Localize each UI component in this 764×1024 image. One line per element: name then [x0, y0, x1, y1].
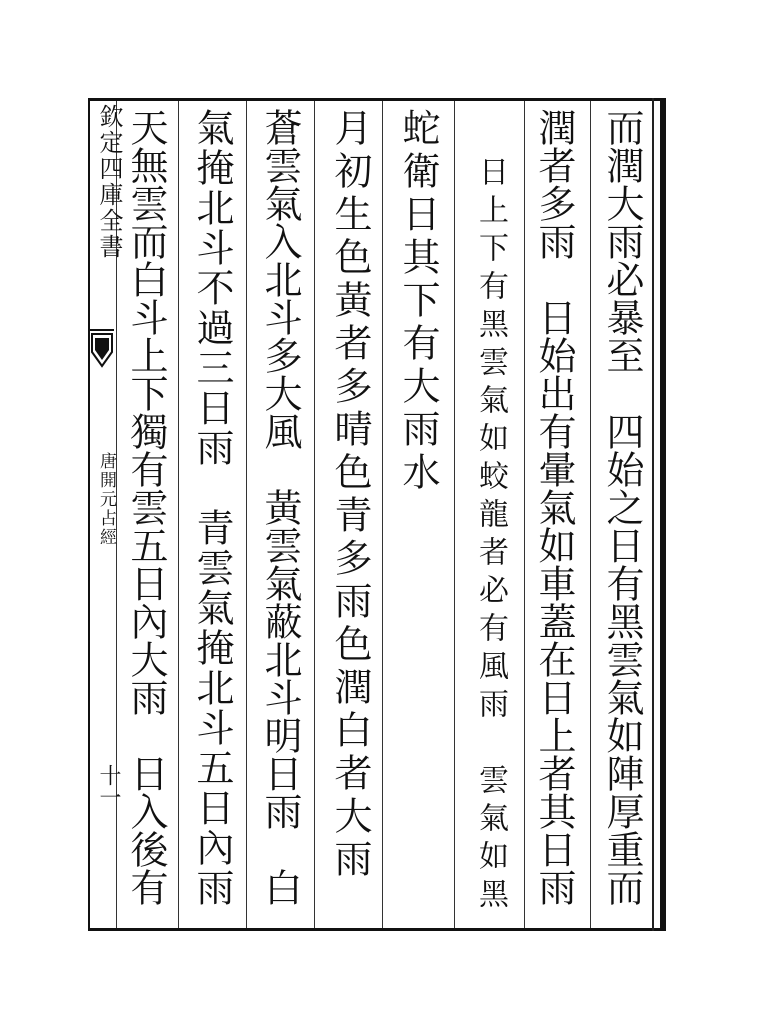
book-title: 唐開元占經 — [96, 452, 116, 547]
right-inner-border — [652, 98, 654, 931]
column-divider — [314, 101, 315, 928]
text-column-4: 蛇衛日其下有大雨水 — [396, 108, 440, 495]
collection-title: 欽定四庫全書 — [95, 104, 123, 260]
text-column-8: 天無雲而白斗上下獨有雲五日內大雨 日入後有 — [124, 108, 168, 906]
text-column-3: 日上下有黑雲氣如蛟龍者必有風雨 雲氣如黑 — [473, 156, 508, 916]
column-divider — [178, 101, 179, 928]
text-column-1: 而潤大雨必暴至 四始之日有黑雲氣如陣厚重而 — [600, 108, 644, 906]
text-column-6: 蒼雲氣入北斗多大風 黃雲氣蔽北斗明日雨 白 — [258, 108, 302, 906]
bottom-border — [90, 928, 662, 931]
column-divider — [524, 101, 525, 928]
text-column-5: 月初生色黃者多晴色青多雨色潤白者大雨 — [328, 108, 372, 882]
left-border — [88, 98, 90, 931]
text-column-2: 潤者多雨 日始出有暈氣如車蓋在日上者其日雨 — [532, 108, 576, 906]
page-frame — [90, 98, 662, 930]
text-column-7: 氣掩北斗不過三日雨 青雲氣掩北斗五日內雨 — [190, 108, 234, 908]
column-divider — [382, 101, 383, 928]
column-divider — [246, 101, 247, 928]
column-divider — [454, 101, 455, 928]
column-divider — [590, 101, 591, 928]
right-border — [660, 98, 666, 931]
fishtail-mark-icon — [90, 326, 114, 372]
page-number: 十一 — [96, 764, 121, 808]
top-border — [90, 98, 662, 101]
